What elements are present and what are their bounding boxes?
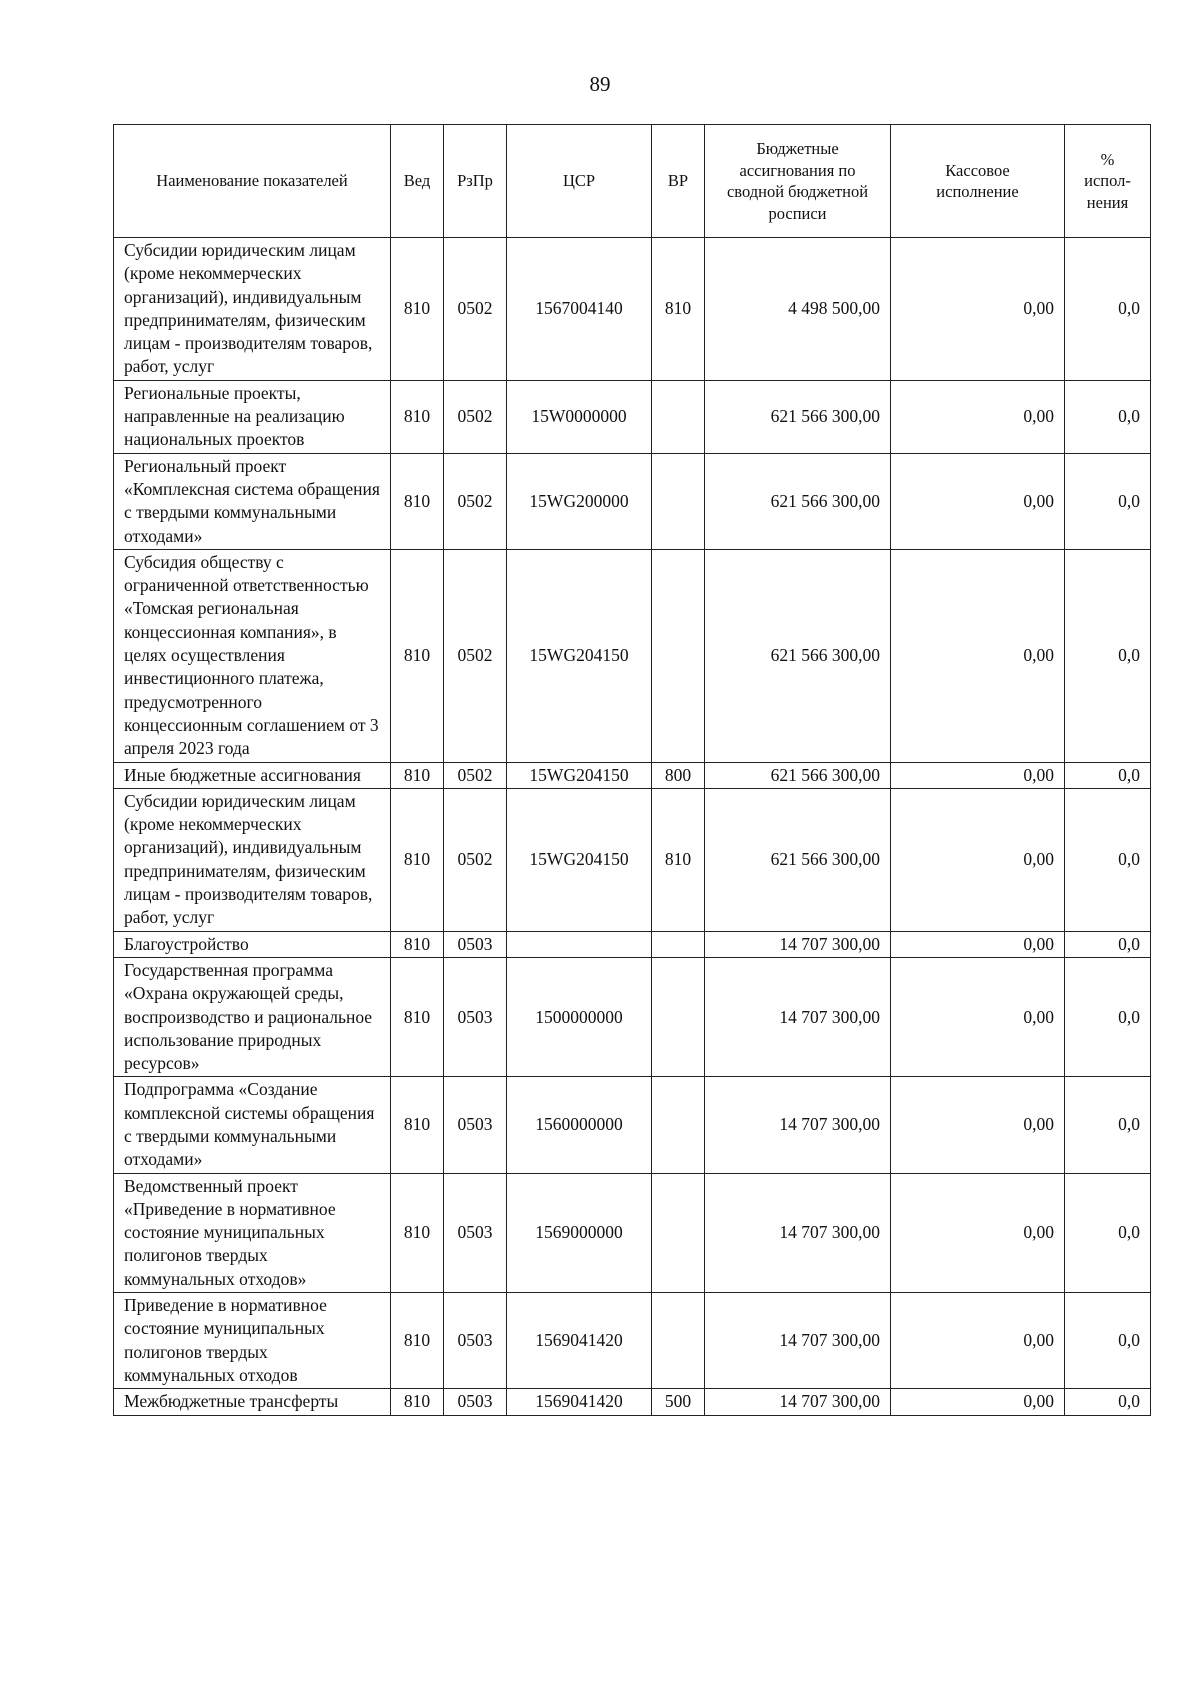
rzpr-cell: 0502 [444, 238, 507, 381]
allocation-cell: 14 707 300,00 [705, 1293, 891, 1389]
ved-cell: 810 [391, 1293, 444, 1389]
table-row [114, 1077, 1151, 1173]
csr-cell: 15W0000000 [507, 380, 652, 453]
row-name-cell: Субсидия обществу с ограниченной ответственностью «Томская региональная концессионная компания», в целях осуществления инвестиционного платежа, предусмотренного концессионным соглашением от 3 апреля 2023 года [114, 549, 391, 762]
ved-cell: 810 [391, 762, 444, 788]
row-name-cell: Иные бюджетные ассигнования [114, 762, 391, 788]
column-header: ВР [652, 125, 705, 238]
executed-cell: 0,00 [891, 380, 1065, 453]
percent-cell: 0,0 [1065, 238, 1151, 381]
csr-cell: 1567004140 [507, 238, 652, 381]
vr-cell: 810 [652, 238, 705, 381]
ved-cell: 810 [391, 453, 444, 549]
percent-cell: 0,0 [1065, 549, 1151, 762]
executed-cell: 0,00 [891, 931, 1065, 957]
allocation-cell: 621 566 300,00 [705, 788, 891, 931]
allocation-cell: 14 707 300,00 [705, 1077, 891, 1173]
rzpr-cell: 0502 [444, 788, 507, 931]
allocation-cell: 14 707 300,00 [705, 931, 891, 957]
allocation-cell: 621 566 300,00 [705, 453, 891, 549]
ved-cell: 810 [391, 380, 444, 453]
rzpr-cell: 0503 [444, 1077, 507, 1173]
rzpr-cell: 0502 [444, 380, 507, 453]
csr-cell: 15WG204150 [507, 788, 652, 931]
row-name-cell: Субсидии юридическим лицам (кроме некоммерческих организаций), индивидуальным предпринимателям, физическим лицам - производителям товаров, работ, услуг [114, 788, 391, 931]
csr-cell: 15WG204150 [507, 549, 652, 762]
vr-cell: 500 [652, 1389, 705, 1415]
row-name-cell: Региональный проект «Комплексная система обращения с твердыми коммунальными отходами» [114, 453, 391, 549]
row-name-cell: Государственная программа «Охрана окружающей среды, воспроизводство и рациональное использование природных ресурсов» [114, 957, 391, 1076]
percent-cell: 0,0 [1065, 453, 1151, 549]
allocation-cell: 621 566 300,00 [705, 549, 891, 762]
row-name-cell: Благоустройство [114, 931, 391, 957]
column-header: Бюджетные ассигнования по сводной бюджетной росписи [705, 125, 891, 238]
table-header-row [114, 125, 1151, 238]
vr-cell [652, 957, 705, 1076]
executed-cell: 0,00 [891, 788, 1065, 931]
executed-cell: 0,00 [891, 1077, 1065, 1173]
percent-cell: 0,0 [1065, 788, 1151, 931]
table-row [114, 1389, 1151, 1415]
executed-cell: 0,00 [891, 1173, 1065, 1292]
rzpr-cell: 0503 [444, 1293, 507, 1389]
rzpr-cell: 0503 [444, 1173, 507, 1292]
csr-cell: 1569000000 [507, 1173, 652, 1292]
ved-cell: 810 [391, 957, 444, 1076]
csr-cell: 1500000000 [507, 957, 652, 1076]
table-row [114, 1173, 1151, 1292]
vr-cell [652, 1173, 705, 1292]
table-row [114, 549, 1151, 762]
allocation-cell: 4 498 500,00 [705, 238, 891, 381]
table-row [114, 1293, 1151, 1389]
vr-cell [652, 1293, 705, 1389]
ved-cell: 810 [391, 1077, 444, 1173]
executed-cell: 0,00 [891, 238, 1065, 381]
percent-cell: 0,0 [1065, 1077, 1151, 1173]
row-name-cell: Приведение в нормативное состояние муниципальных полигонов твердых коммунальных отходов [114, 1293, 391, 1389]
allocation-cell: 621 566 300,00 [705, 380, 891, 453]
executed-cell: 0,00 [891, 549, 1065, 762]
row-name-cell: Субсидии юридическим лицам (кроме некоммерческих организаций), индивидуальным предпринимателям, физическим лицам - производителям товаров, работ, услуг [114, 238, 391, 381]
vr-cell: 810 [652, 788, 705, 931]
ved-cell: 810 [391, 788, 444, 931]
percent-cell: 0,0 [1065, 380, 1151, 453]
vr-cell [652, 453, 705, 549]
column-header: Кассовое исполнение [891, 125, 1065, 238]
rzpr-cell: 0502 [444, 762, 507, 788]
rzpr-cell: 0502 [444, 549, 507, 762]
vr-cell [652, 1077, 705, 1173]
csr-cell [507, 931, 652, 957]
allocation-cell: 14 707 300,00 [705, 957, 891, 1076]
csr-cell: 15WG204150 [507, 762, 652, 788]
table-row [114, 788, 1151, 931]
rzpr-cell: 0503 [444, 931, 507, 957]
column-header: Наименование показателей [114, 125, 391, 238]
percent-cell: 0,0 [1065, 1293, 1151, 1389]
allocation-cell: 621 566 300,00 [705, 762, 891, 788]
vr-cell [652, 380, 705, 453]
allocation-cell: 14 707 300,00 [705, 1389, 891, 1415]
executed-cell: 0,00 [891, 1293, 1065, 1389]
row-name-cell: Подпрограмма «Создание комплексной системы обращения с твердыми коммунальными отходами» [114, 1077, 391, 1173]
percent-cell: 0,0 [1065, 1389, 1151, 1415]
ved-cell: 810 [391, 549, 444, 762]
vr-cell [652, 549, 705, 762]
row-name-cell: Ведомственный проект «Приведение в нормативное состояние муниципальных полигонов твердых коммунальных отходов» [114, 1173, 391, 1292]
column-header: РзПр [444, 125, 507, 238]
table-row [114, 957, 1151, 1076]
column-header: ЦСР [507, 125, 652, 238]
allocation-cell: 14 707 300,00 [705, 1173, 891, 1292]
vr-cell [652, 931, 705, 957]
row-name-cell: Межбюджетные трансферты [114, 1389, 391, 1415]
column-header: % испол-нения [1065, 125, 1151, 238]
csr-cell: 1560000000 [507, 1077, 652, 1173]
budget-execution-table [113, 124, 1151, 1416]
rzpr-cell: 0502 [444, 453, 507, 549]
vr-cell: 800 [652, 762, 705, 788]
csr-cell: 1569041420 [507, 1389, 652, 1415]
table-row [114, 380, 1151, 453]
ved-cell: 810 [391, 1389, 444, 1415]
ved-cell: 810 [391, 931, 444, 957]
csr-cell: 1569041420 [507, 1293, 652, 1389]
ved-cell: 810 [391, 1173, 444, 1292]
percent-cell: 0,0 [1065, 957, 1151, 1076]
rzpr-cell: 0503 [444, 957, 507, 1076]
executed-cell: 0,00 [891, 762, 1065, 788]
percent-cell: 0,0 [1065, 762, 1151, 788]
ved-cell: 810 [391, 238, 444, 381]
table-row [114, 931, 1151, 957]
percent-cell: 0,0 [1065, 931, 1151, 957]
table-body [114, 238, 1151, 1416]
rzpr-cell: 0503 [444, 1389, 507, 1415]
table-row [114, 238, 1151, 381]
percent-cell: 0,0 [1065, 1173, 1151, 1292]
column-header: Вед [391, 125, 444, 238]
page-number: 89 [589, 72, 611, 96]
row-name-cell: Региональные проекты, направленные на реализацию национальных проектов [114, 380, 391, 453]
csr-cell: 15WG200000 [507, 453, 652, 549]
executed-cell: 0,00 [891, 957, 1065, 1076]
table-row [114, 453, 1151, 549]
executed-cell: 0,00 [891, 1389, 1065, 1415]
table-row [114, 762, 1151, 788]
executed-cell: 0,00 [891, 453, 1065, 549]
